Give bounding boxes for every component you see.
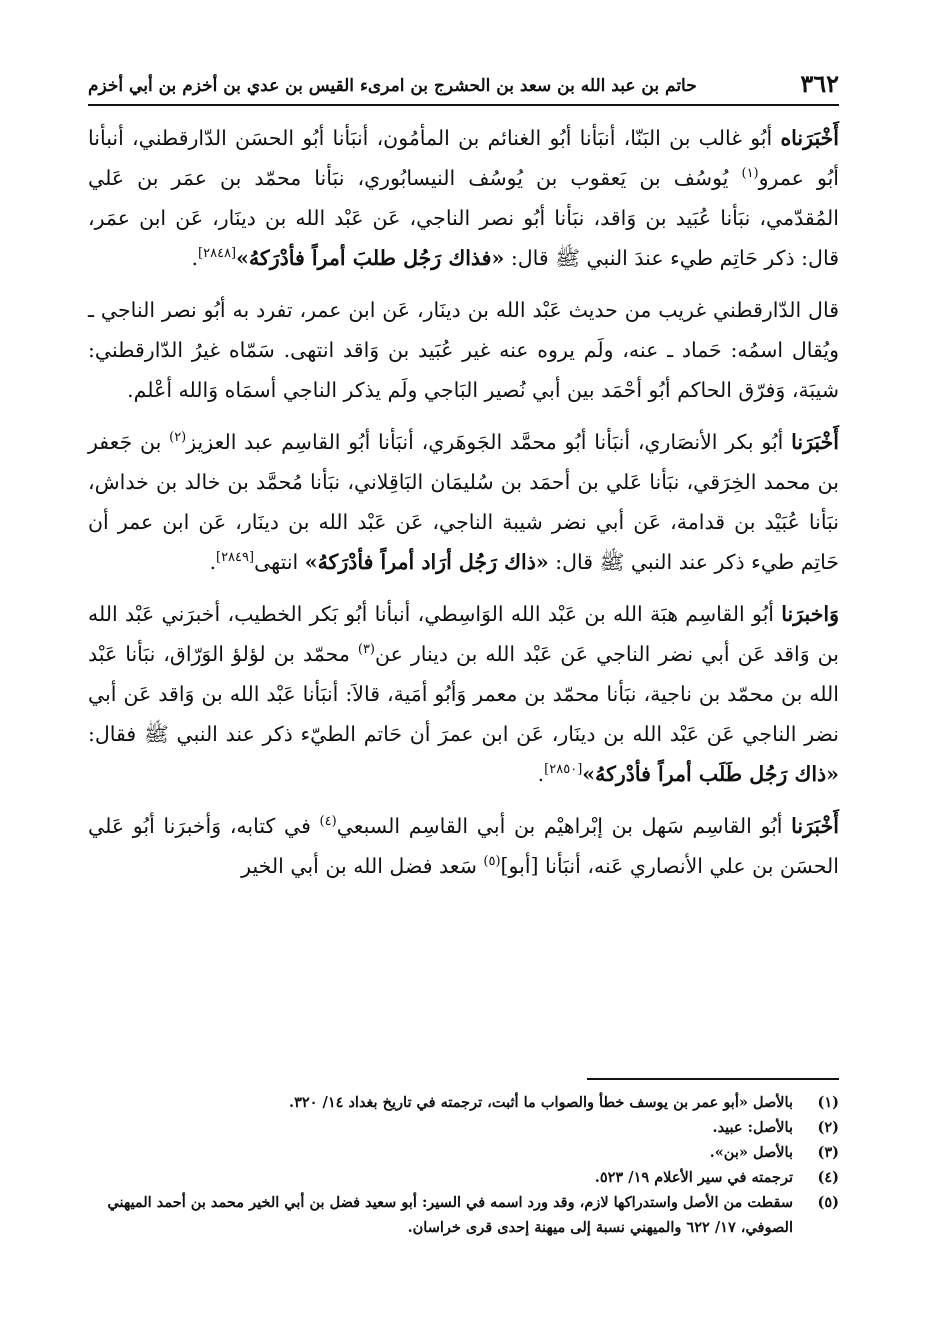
chain-keyword: أَخْبَرَنا [791,814,839,838]
footnote-text: سقطت من الأصل واستدراكها لازم، وقد ورد اسمه في السير: أبو سعيد فضل بن أبي الخير محمد بن أحمد الميهني الصوفي، ١٧/ ٦٢٢ والميهني نسبة إلى ميهنة إحدى قرى خراسان. [107,1194,793,1236]
footnote [88,1190,839,1240]
paragraph-text: أبُو غالب بن البَنّا، أنبَأنا أبُو الغنائم بن المأمُون، أنبَأنا أبُو الحسَن الدّارقطني، أنبأنا أبُو عمرو [88,126,839,190]
hadith-text: «ذاك رَجُل طَلَب أمراً فأدْركهُ» [582,762,839,786]
footnote-marker: (٤) [319,814,337,830]
sentence-end: . [191,246,199,270]
footnote-separator [587,1078,839,1080]
footnote-number: (٢) [817,1119,839,1136]
hadith-text: «فذاك رَجُل طلبَ أمراً فأدْرَكهُ» [236,246,505,270]
footnote-marker: (٢) [169,430,187,446]
sentence-end: . [537,762,545,786]
paragraph-text: بن جَعفر بن محمد الخِرَقي، نبَأنا عَلي بن أحمَد بن سُليمَان البَاقِلاني، نبَأنا مُحمَّد بن خالد بن خداش، نبَأنا عُبَيْد بن قدامة، عَن أبي نضر شيبة الناجي، عَن عَبْد الله بن دينَار، عَن ابن عمر أن حَاتِم طيء ذكر عند النبي ﷺ قال: [88,430,839,574]
paragraph-text: انتهى [254,550,299,574]
paragraph-1 [88,118,839,278]
hadith-text: «ذاك رَجُل أرَاد أمراً فأدْرَكهُ» [304,550,549,574]
paragraph-text: أبُو بكر الأنصَاري، أنبَأنا أبُو محمَّد الجَوهَري، أنبَأنا أبُو القاسِم عبد العزيز [186,430,784,454]
hadith-reference: [٢٨٤٩] [216,550,255,566]
footnote-number: (٥) [817,1194,839,1211]
footnote [88,1090,839,1115]
chain-keyword: أَخْبَرَنا [791,430,839,454]
footnotes [88,1090,839,1240]
footnote-marker: (١) [741,166,759,182]
chain-keyword: أَخْبَرَناه [780,126,839,150]
running-title: حاتم بن عبد الله بن سعد بن الحشرج بن امرىء القيس بن عدي بن أخزم بن أبي أخزم [88,76,697,96]
hadith-reference: [٢٨٥٠] [544,762,583,778]
footnote-text: بالأصل «بن». [709,1144,793,1161]
main-text [88,118,839,898]
footnote-text: ترجمته في سير الأعلام ١٩/ ٥٢٣. [594,1169,793,1186]
footnote-number: (٤) [817,1169,839,1186]
paragraph-2 [88,290,839,410]
footnote [88,1140,839,1165]
footnote [88,1165,839,1190]
paragraph-4 [88,594,839,794]
footnote [88,1115,839,1140]
footnote-number: (١) [817,1094,839,1111]
paragraph-text: قال الدّارقطني غريب من حديث عَبْد الله بن دينَار، عَن ابن عمر، تفرد به أبُو نصر الناجي ـ ويُقال اسمُه: حَماد ـ عنه، ولَم يروه عنه غير عُبَيد بن وَاقد انتهى. سَمّاه غيرُ الدّارقطني: شيبَة، وَفرّق الحاكم أبُو أحْمَد بين أبي نُصير البَاجي ولَم يذكر الناجي أسمَاه وَالله أعْلم. [88,298,839,402]
chain-keyword: وَاخبرَنا [781,602,839,626]
paragraph-text: يُوسُف بن يَعقوب بن يُوسُف النيسابُوري، نبَأنا محمّد بن عمَر بن عَلي المُقدّمي، نبَأنا عُبَيد بن وَاقد، نبَأنا أبُو نصر الناجي، عَن عَبْد الله بن دينَار، عَن ابن عمَر، قال: ذكر حَاتِم طيء عندَ النبي ﷺ قال: [88,166,839,270]
footnote-number: (٣) [817,1144,839,1161]
sentence-end: . [209,550,216,574]
hadith-reference: [٢٨٤٨] [198,246,237,262]
page-number: ٣٦٢ [800,69,839,98]
paragraph-text: محمّد بن لؤلؤ الوَرّاق، نبَأنا عَبْد الله بن محمّد بن ناجية، نبَأنا محمّد بن معمر وَأبُو أمَية، قالاَ: أنبَأنا عَبْد الله بن وَاقد عَن أبي نضر الناجي عَن عَبْد الله بن دينَار، عَن ابن عمرَ أن حَاتم الطيّء ذكر عند النبي ﷺ فقال: [88,642,839,746]
footnote-text: بالأصل «أبو عمر بن يوسف خطأ والصواب ما أثبت، ترجمته في تاريخ بغداد ١٤/ ٣٢٠. [289,1094,793,1111]
footnote-text: بالأصل: عبيد. [712,1119,793,1136]
paragraph-5 [88,806,839,886]
footnote-marker: (٥) [483,854,501,870]
paragraph-text: أبُو القاسِم هبَة الله بن عَبْد الله الوَاسِطي، أنبأنا أبُو بَكر الخطيب، أخبرَني عَبْد الله بن وَاقد عَن أبي نضر الناجي عَن عَبْد الله بن دينار عن [88,602,839,666]
paragraph-text: أبُو القاسِم سَهل بن إبْراهيْم بن أبي القاسِم السبعي [336,814,783,838]
page-header [88,60,839,106]
paragraph-3 [88,422,839,582]
paragraph-text: سَعد فضل الله بن أبي الخير [241,854,477,878]
footnote-marker: (٣) [357,642,375,658]
paragraph-text: في كتابه، وَأخبرَنا أبُو عَلي الحسَن بن علي الأنصاري عَنه، أنبَأنا [أبو] [88,814,839,878]
